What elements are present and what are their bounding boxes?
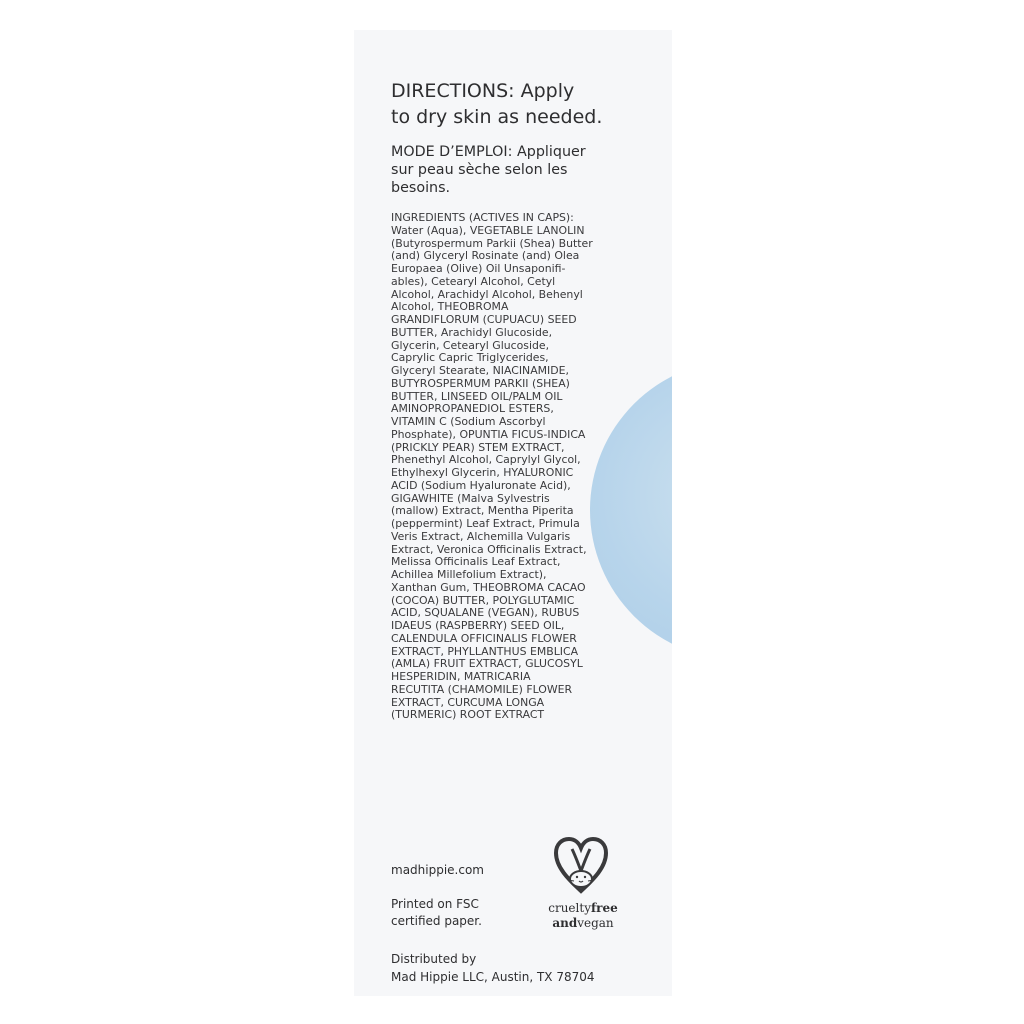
ingredients-line: Phenethyl Alcohol, Caprylyl Glycol, [391,453,581,467]
distributor-line-1: Distributed by [391,952,477,966]
fsc-line-2: certified paper. [391,914,482,928]
ingredients-line: Melissa Officinalis Leaf Extract, [391,555,561,569]
directions-line-2: to dry skin as needed. [391,106,603,128]
ingredients-line: (mallow) Extract, Mentha Piperita [391,504,574,518]
ingredients-line: Extract, Veronica Officinalis Extract, [391,542,587,556]
ingredients-line: Alcohol, Arachidyl Alcohol, Behenyl [391,287,583,301]
ingredients-line: ACID, SQUALANE (VEGAN), RUBUS [391,606,580,620]
ingredients-line: Phosphate), OPUNTIA FICUS-INDICA [391,427,586,441]
directions-text [391,78,641,130]
mode-emploi-line-1: MODE D’EMPLOI: Appliquer [391,144,586,160]
package-panel [354,30,672,996]
distributor-text [391,950,595,986]
website-text: madhippie.com [391,863,484,877]
mode-emploi-line-2: sur peau sèche selon les [391,162,568,178]
ingredients-line: GIGAWHITE (Malva Sylvestris [391,491,550,505]
ingredients-line: Glyceryl Stearate, NIACINAMIDE, [391,364,569,377]
mode-emploi-text [391,143,641,197]
fsc-text [391,896,482,930]
mode-emploi-line-3: besoins. [391,180,451,196]
ingredients-line: Caprylic Capric Triglycerides, [391,351,549,365]
heart-bunny-icon [550,835,612,901]
ingredients-line: VITAMIN C (Sodium Ascorbyl [391,415,546,428]
ingredients-line: CALENDULA OFFICINALIS FLOWER [391,631,577,645]
ingredients-line: Alcohol, THEOBROMA [391,300,509,314]
ingredients-line: (COCOA) BUTTER, POLYGLUTAMIC [391,593,575,607]
ingredients-line: (PRICKLY PEAR) STEM EXTRACT, [391,440,565,454]
ingredients-line: (TURMERIC) ROOT EXTRACT [391,708,545,722]
ingredients-line: AMINOPROPANEDIOL ESTERS, [391,402,554,416]
ingredients-line: Europaea (Olive) Oil Unsaponifi- [391,262,566,275]
badge-cruelty: cruelty [548,901,591,915]
ingredients-line: IDAEUS (RASPBERRY) SEED OIL, [391,619,565,632]
ingredients-line: INGREDIENTS (ACTIVES IN CAPS): [391,211,574,224]
ingredients-line: Glycerin, Cetearyl Glucoside, [391,338,550,352]
cruelty-free-badge [548,835,618,945]
ingredients-line: RECUTITA (CHAMOMILE) FLOWER [391,682,573,696]
ingredients-line: Achillea Millefolium Extract), [391,568,547,581]
ingredients-line: Veris Extract, Alchemilla Vulgaris [391,529,571,543]
ingredients-line: (and) Glyceryl Rosinate (and) Olea [391,249,580,263]
ingredients-list [391,212,641,722]
distributor-line-2: Mad Hippie LLC, Austin, TX 78704 [391,970,595,984]
fsc-line-1: Printed on FSC [391,897,479,911]
ingredients-line: Water (Aqua), VEGETABLE LANOLIN [391,223,585,237]
badge-line-1 [540,901,626,916]
ingredients-line: ables), Cetearyl Alcohol, Cetyl [391,274,556,288]
badge-free: free [590,901,618,915]
ingredients-line: ACID (Sodium Hyaluronate Acid), [391,478,571,492]
badge-text [540,901,626,931]
ingredients-line: HESPERIDIN, MATRICARIA [391,670,531,683]
ingredients-line: Xanthan Gum, THEOBROMA CACAO [391,580,586,594]
ingredients-line: BUTYROSPERMUM PARKII (SHEA) [391,376,570,390]
badge-and: and [552,916,578,930]
badge-line-2 [540,916,626,931]
ingredients-line: GRANDIFLORUM (CUPUACU) SEED [391,313,577,326]
ingredients-line: EXTRACT, CURCUMA LONGA [391,695,545,709]
ingredients-line: (AMLA) FRUIT EXTRACT, GLUCOSYL [391,657,583,671]
ingredients-line: (peppermint) Leaf Extract, Primula [391,517,580,530]
badge-vegan: vegan [577,916,614,930]
ingredients-line: Ethylhexyl Glycerin, HYALURONIC [391,466,574,479]
ingredients-line: BUTTER, LINSEED OIL/PALM OIL [391,389,563,403]
ingredients-line: BUTTER, Arachidyl Glucoside, [391,325,553,339]
ingredients-line: EXTRACT, PHYLLANTHUS EMBLICA [391,644,579,658]
directions-line-1: DIRECTIONS: Apply [391,80,575,102]
ingredients-line: (Butyrospermum Parkii (Shea) Butter [391,236,593,250]
